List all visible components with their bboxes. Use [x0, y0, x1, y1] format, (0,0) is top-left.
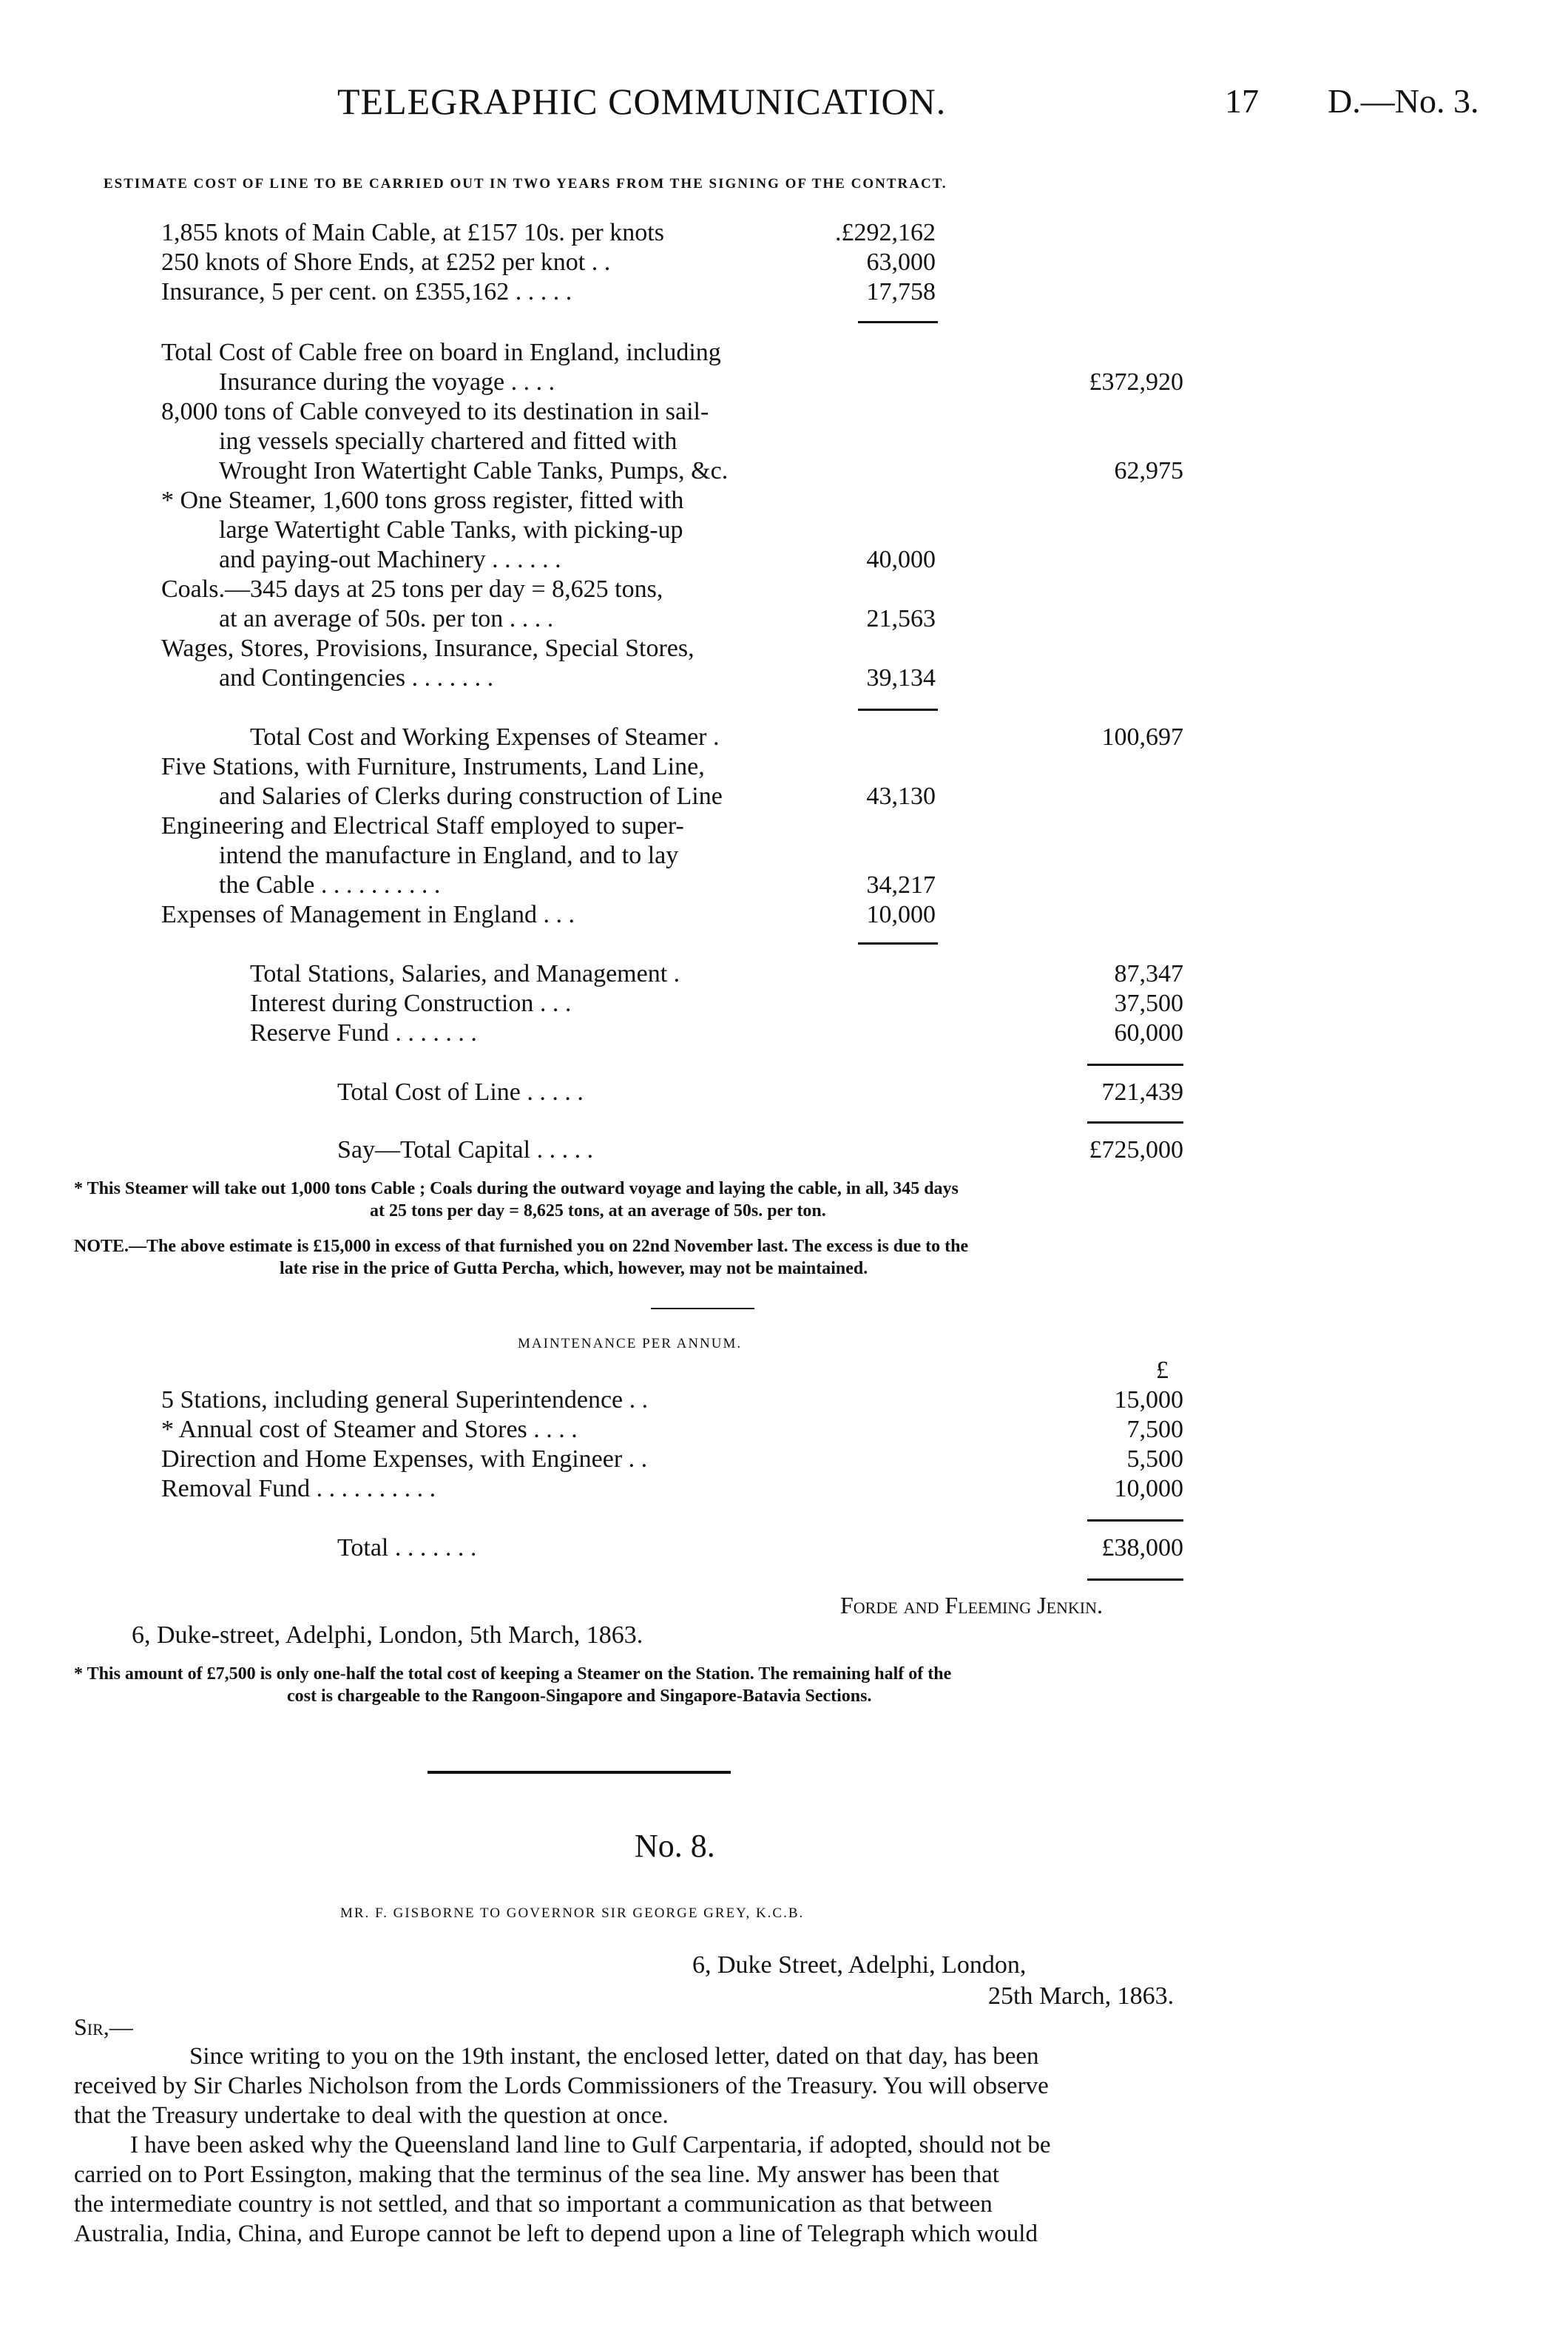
maintenance-row-text: Direction and Home Expenses, with Engineer . .: [161, 1445, 648, 1473]
footnote: cost is chargeable to the Rangoon-Singapore and Singapore-Batavia Sections.: [287, 1686, 872, 1706]
maintenance-row-value: 10,000: [1114, 1475, 1183, 1502]
estimate-row-value: 40,000: [866, 546, 936, 573]
estimate-row-text: 8,000 tons of Cable conveyed to its destination in sail-: [161, 398, 709, 425]
section-reference: D.—No. 3.: [1328, 82, 1479, 120]
letter-paragraph-line: received by Sir Charles Nicholson from the Lords Commissioners of the Treasury. You will observe: [74, 2073, 1049, 2099]
estimate-row-value: 10,000: [866, 901, 936, 928]
note: NOTE.—The above estimate is £15,000 in excess of that furnished you on 22nd November last. The excess is due to the: [74, 1237, 969, 1256]
maintenance-row-value: 15,000: [1114, 1386, 1183, 1414]
subtotal-rule: [858, 709, 938, 711]
maintenance-row-text: * Annual cost of Steamer and Stores . . . .: [161, 1416, 578, 1443]
letter-paragraph-line: that the Treasury undertake to deal with the question at once.: [74, 2102, 669, 2129]
estimate-row-text: Coals.—345 days at 25 tons per day = 8,625 tons,: [161, 575, 663, 603]
total-rule: [1087, 1519, 1183, 1522]
footnote: * This amount of £7,500 is only one-half the total cost of keeping a Steamer on the Station. The remaining half of the: [74, 1664, 952, 1684]
estimate-row-text: Total Stations, Salaries, and Management .: [250, 960, 680, 987]
letter-number: No. 8.: [635, 1828, 715, 1864]
estimate-total-cost: 721,439: [1101, 1078, 1183, 1106]
subtotal-rule: [858, 942, 938, 945]
estimate-row-text: ing vessels specially chartered and fitted with: [219, 428, 677, 455]
estimate-row-text: Say—Total Capital . . . . .: [337, 1136, 594, 1164]
footnote: * This Steamer will take out 1,000 tons Cable ; Coals during the outward voyage and laying the cable, in all, 345 days: [74, 1179, 959, 1198]
estimate-row-value: 21,563: [866, 605, 936, 632]
estimate-row-text: the Cable . . . . . . . . . .: [219, 871, 441, 899]
estimate-row-value: .£292,162: [835, 219, 936, 246]
letter-paragraph-line: Since writing to you on the 19th instant, the enclosed letter, dated on that day, has been: [189, 2043, 1039, 2070]
maintenance-heading: MAINTENANCE PER ANNUM.: [518, 1336, 743, 1351]
estimate-row-text: 250 knots of Shore Ends, at £252 per knot . .: [161, 249, 611, 276]
estimate-heading: ESTIMATE COST OF LINE TO BE CARRIED OUT IN TWO YEARS FROM THE SIGNING OF THE CONTRACT.: [104, 176, 947, 192]
letter-paragraph-line: carried on to Port Essington, making that the terminus of the sea line. My answer has been that: [74, 2161, 999, 2188]
letter-paragraph-line: Australia, India, China, and Europe cannot be left to depend upon a line of Telegraph which would: [74, 2221, 1038, 2247]
footnote: at 25 tons per day = 8,625 tons, at an average of 50s. per ton.: [370, 1201, 826, 1220]
estimate-row-text: Engineering and Electrical Staff employed to super-: [161, 812, 684, 840]
maintenance-row-text: 5 Stations, including general Superintendence . .: [161, 1386, 649, 1414]
letter-paragraph-line: I have been asked why the Queensland land line to Gulf Carpentaria, if adopted, should not be: [130, 2132, 1051, 2158]
letter-heading: MR. F. GISBORNE TO GOVERNOR SIR GEORGE GREY, K.C.B.: [340, 1905, 805, 1921]
estimate-row-text: Total Cost of Cable free on board in England, including: [161, 339, 721, 366]
maintenance-total: £38,000: [1101, 1534, 1183, 1561]
dateline: 6, Duke-street, Adelphi, London, 5th March, 1863.: [132, 1621, 643, 1649]
section-divider: [428, 1771, 731, 1774]
estimate-row-total: 60,000: [1114, 1019, 1183, 1047]
estimate-row-text: Total Cost of Line . . . . .: [337, 1078, 584, 1106]
estimate-row-text: large Watertight Cable Tanks, with picking-up: [219, 516, 683, 544]
estimate-row-text: and paying-out Machinery . . . . . .: [219, 546, 561, 573]
estimate-row-text: Insurance, 5 per cent. on £355,162 . . . . .: [161, 278, 572, 305]
signature: Forde and Fleeming Jenkin.: [840, 1592, 1104, 1618]
estimate-row-text: Interest during Construction . . .: [250, 990, 572, 1017]
estimate-row-total: £372,920: [1089, 368, 1183, 396]
estimate-row-text: Five Stations, with Furniture, Instruments, Land Line,: [161, 753, 705, 780]
currency-symbol: £: [1156, 1357, 1169, 1384]
maintenance-row-value: 5,500: [1126, 1445, 1183, 1473]
maintenance-row-value: 7,500: [1126, 1416, 1183, 1443]
estimate-row-value: 17,758: [866, 278, 936, 305]
divider: [651, 1308, 754, 1309]
estimate-row-text: and Contingencies . . . . . . .: [219, 664, 494, 692]
subtotal-rule: [858, 321, 938, 323]
maintenance-row-text: Removal Fund . . . . . . . . . .: [161, 1475, 436, 1502]
estimate-row-text: Wrought Iron Watertight Cable Tanks, Pumps, &c.: [219, 457, 729, 484]
estimate-row-total: 62,975: [1114, 457, 1183, 484]
total-rule: [1087, 1121, 1183, 1124]
estimate-row-text: Insurance during the voyage . . . .: [219, 368, 555, 396]
total-rule: [1087, 1064, 1183, 1066]
estimate-row-text: at an average of 50s. per ton . . . .: [219, 605, 554, 632]
letter-paragraph-line: the intermediate country is not settled, and that so important a communication as that between: [74, 2191, 993, 2218]
estimate-row-total: 87,347: [1114, 960, 1183, 987]
estimate-row-text: intend the manufacture in England, and to lay: [219, 842, 679, 869]
maintenance-row-text: Total . . . . . . .: [337, 1534, 477, 1561]
salutation: Sir,—: [74, 2013, 133, 2040]
letter-date: 25th March, 1863.: [988, 1982, 1175, 2010]
estimate-row-value: 63,000: [866, 249, 936, 276]
estimate-row-text: 1,855 knots of Main Cable, at £157 10s. per knots: [161, 219, 664, 246]
estimate-row-text: and Salaries of Clerks during construction of Line: [219, 783, 723, 810]
total-rule: [1087, 1579, 1183, 1581]
estimate-row-value: 43,130: [866, 783, 936, 810]
estimate-row-text: Reserve Fund . . . . . . .: [250, 1019, 477, 1047]
estimate-row-text: Wages, Stores, Provisions, Insurance, Special Stores,: [161, 635, 695, 662]
estimate-row-total: 37,500: [1114, 990, 1183, 1017]
estimate-row-text: Expenses of Management in England . . .: [161, 901, 575, 928]
estimate-row-text: * One Steamer, 1,600 tons gross register, fitted with: [161, 487, 684, 514]
estimate-row-value: 34,217: [866, 871, 936, 899]
estimate-total-capital: £725,000: [1089, 1136, 1183, 1164]
estimate-row-text: Total Cost and Working Expenses of Steamer .: [250, 723, 720, 751]
page-number: 17: [1225, 82, 1259, 120]
estimate-row-value: 39,134: [866, 664, 936, 692]
page-title: TELEGRAPHIC COMMUNICATION.: [337, 81, 947, 122]
note: late rise in the price of Gutta Percha, which, however, may not be maintained.: [280, 1259, 868, 1278]
estimate-row-total: 100,697: [1101, 723, 1183, 751]
letter-address: 6, Duke Street, Adelphi, London,: [692, 1951, 1027, 1979]
